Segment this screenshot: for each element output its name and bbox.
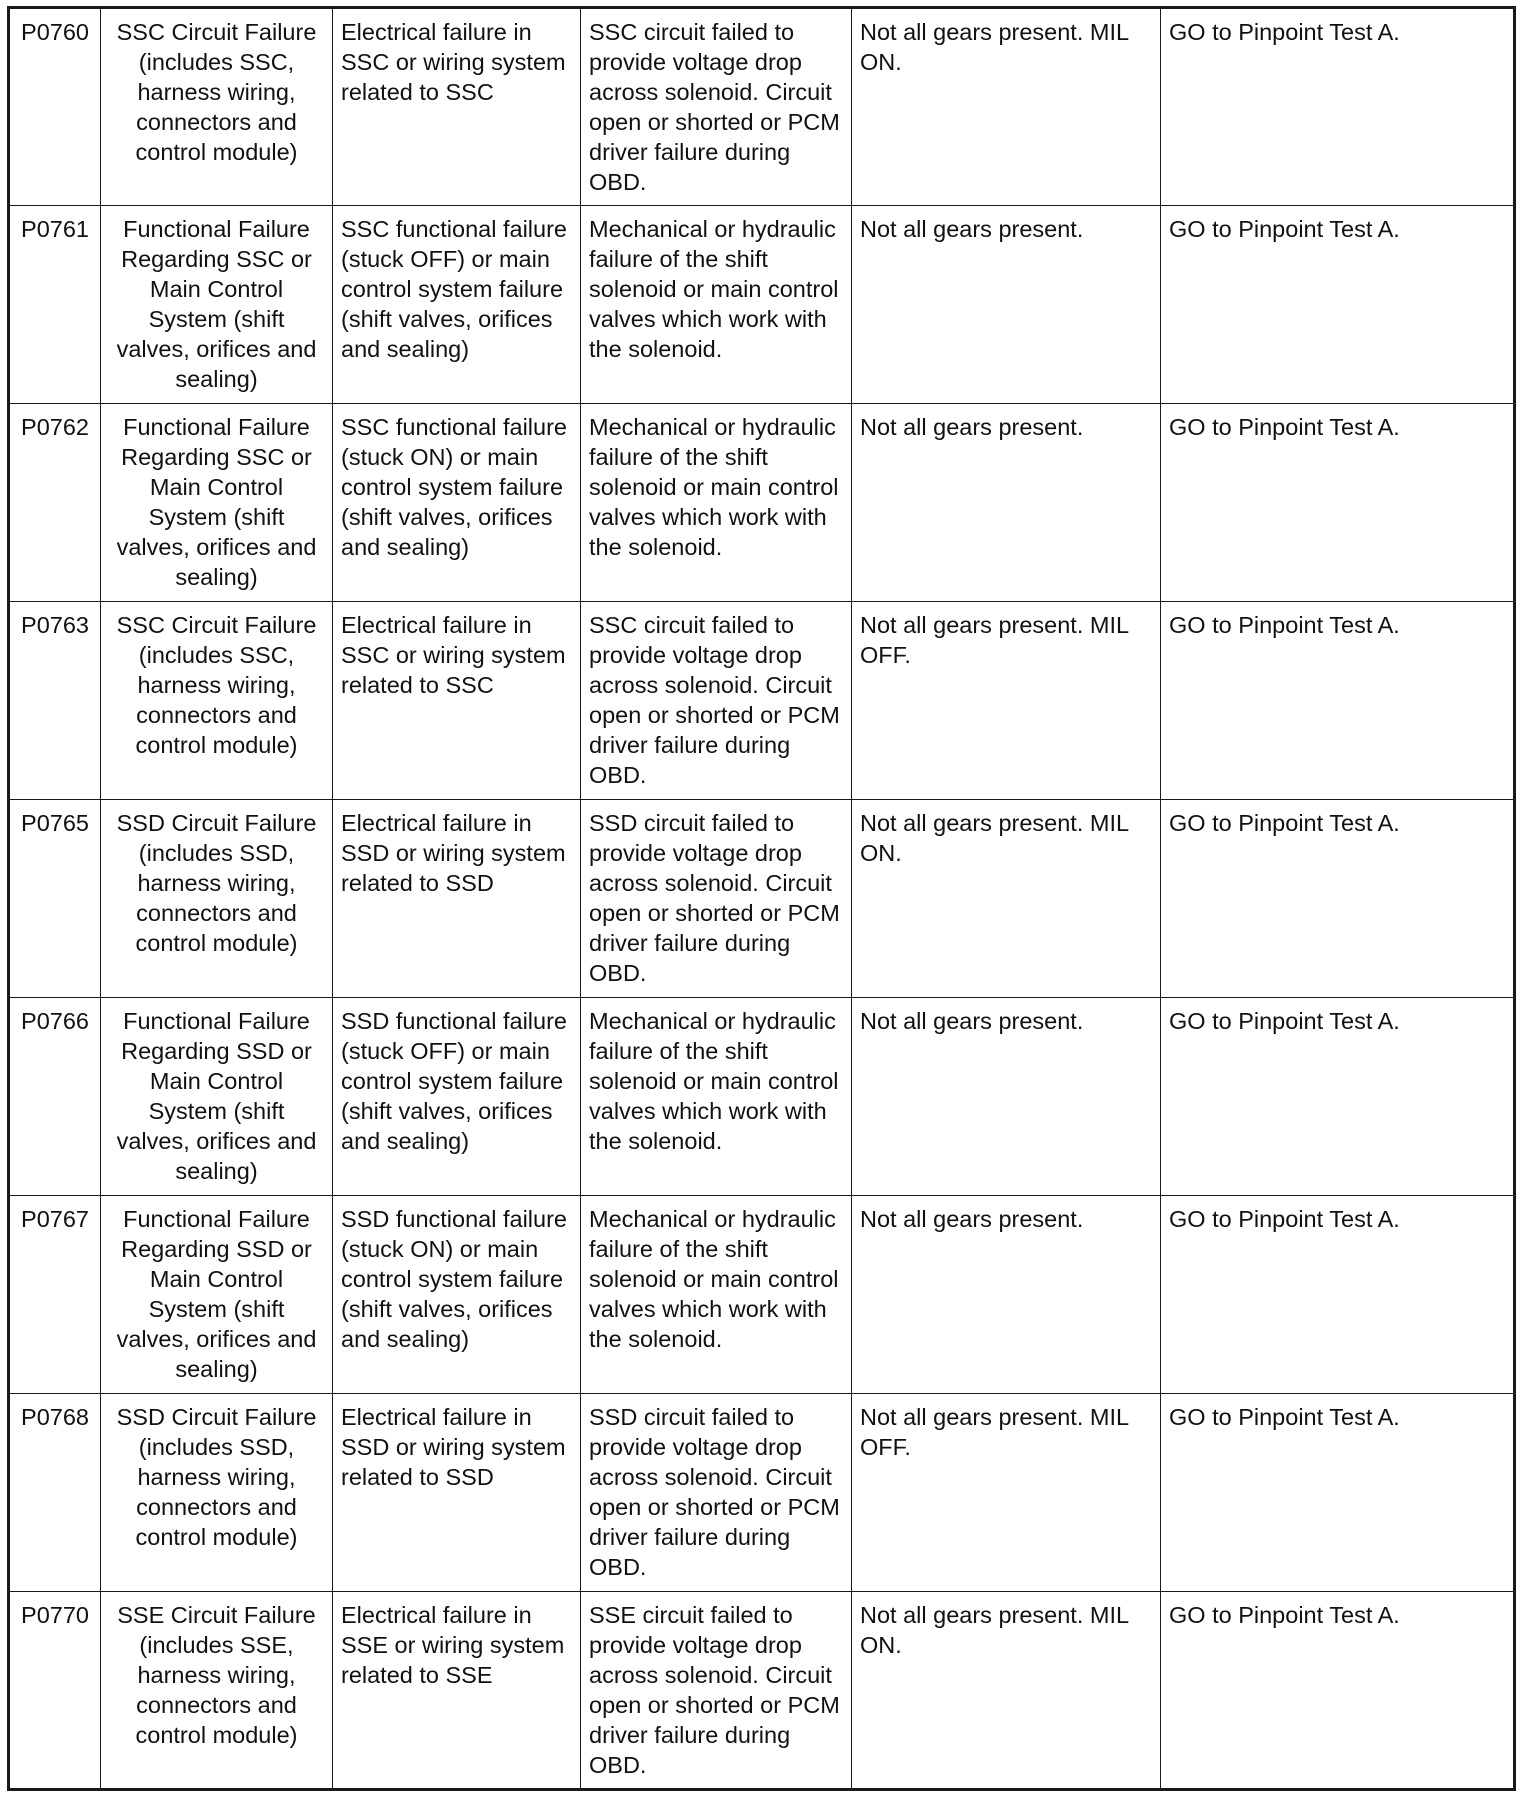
dtc-action: GO to Pinpoint Test A. bbox=[1161, 1394, 1515, 1592]
dtc-condition: SSD Circuit Failure (includes SSD, harness wiring, connectors and control module) bbox=[101, 1394, 333, 1592]
table-row bbox=[9, 602, 1515, 800]
dtc-action: GO to Pinpoint Test A. bbox=[1161, 602, 1515, 800]
table-row bbox=[9, 404, 1515, 602]
table-row bbox=[9, 998, 1515, 1196]
dtc-condition: Functional Failure Regarding SSC or Main Control System (shift valves, orifices and sealing) bbox=[101, 404, 333, 602]
dtc-condition: Functional Failure Regarding SSC or Main Control System (shift valves, orifices and sealing) bbox=[101, 206, 333, 404]
dtc-symptom: Not all gears present. MIL ON. bbox=[852, 1592, 1161, 1790]
dtc-cause: Mechanical or hydraulic failure of the shift solenoid or main control valves which work with the solenoid. bbox=[581, 1196, 852, 1394]
dtc-action: GO to Pinpoint Test A. bbox=[1161, 1196, 1515, 1394]
dtc-action: GO to Pinpoint Test A. bbox=[1161, 8, 1515, 206]
dtc-symptom: Not all gears present. MIL ON. bbox=[852, 8, 1161, 206]
dtc-cause: SSE circuit failed to provide voltage drop across solenoid. Circuit open or shorted or PCM driver failure during OBD. bbox=[581, 1592, 852, 1790]
dtc-symptom: Not all gears present. MIL ON. bbox=[852, 800, 1161, 998]
dtc-cause: SSC circuit failed to provide voltage drop across solenoid. Circuit open or shorted or PCM driver failure during OBD. bbox=[581, 602, 852, 800]
dtc-action: GO to Pinpoint Test A. bbox=[1161, 1592, 1515, 1790]
dtc-code: P0768 bbox=[9, 1394, 101, 1592]
dtc-symptom: Not all gears present. bbox=[852, 404, 1161, 602]
dtc-condition: Functional Failure Regarding SSD or Main Control System (shift valves, orifices and sealing) bbox=[101, 998, 333, 1196]
dtc-table-body bbox=[9, 8, 1515, 1790]
dtc-condition: SSE Circuit Failure (includes SSE, harness wiring, connectors and control module) bbox=[101, 1592, 333, 1790]
table-row bbox=[9, 206, 1515, 404]
table-row bbox=[9, 800, 1515, 998]
dtc-symptom: Not all gears present. bbox=[852, 998, 1161, 1196]
dtc-action: GO to Pinpoint Test A. bbox=[1161, 998, 1515, 1196]
dtc-action: GO to Pinpoint Test A. bbox=[1161, 404, 1515, 602]
dtc-code: P0760 bbox=[9, 8, 101, 206]
dtc-cause: Mechanical or hydraulic failure of the shift solenoid or main control valves which work with the solenoid. bbox=[581, 998, 852, 1196]
dtc-description: Electrical failure in SSC or wiring system related to SSC bbox=[333, 602, 581, 800]
dtc-description: SSC functional failure (stuck OFF) or main control system failure (shift valves, orifices and sealing) bbox=[333, 206, 581, 404]
dtc-cause: SSD circuit failed to provide voltage drop across solenoid. Circuit open or shorted or PCM driver failure during OBD. bbox=[581, 1394, 852, 1592]
dtc-symptom: Not all gears present. MIL OFF. bbox=[852, 1394, 1161, 1592]
dtc-cause: Mechanical or hydraulic failure of the shift solenoid or main control valves which work with the solenoid. bbox=[581, 206, 852, 404]
dtc-code: P0761 bbox=[9, 206, 101, 404]
dtc-code: P0770 bbox=[9, 1592, 101, 1790]
dtc-description: SSD functional failure (stuck ON) or main control system failure (shift valves, orifices and sealing) bbox=[333, 1196, 581, 1394]
table-row bbox=[9, 1394, 1515, 1592]
dtc-code: P0767 bbox=[9, 1196, 101, 1394]
dtc-condition: SSD Circuit Failure (includes SSD, harness wiring, connectors and control module) bbox=[101, 800, 333, 998]
table-row bbox=[9, 1196, 1515, 1394]
dtc-code: P0766 bbox=[9, 998, 101, 1196]
table-row bbox=[9, 8, 1515, 206]
dtc-action: GO to Pinpoint Test A. bbox=[1161, 206, 1515, 404]
dtc-code: P0765 bbox=[9, 800, 101, 998]
dtc-action: GO to Pinpoint Test A. bbox=[1161, 800, 1515, 998]
dtc-condition: Functional Failure Regarding SSD or Main Control System (shift valves, orifices and sealing) bbox=[101, 1196, 333, 1394]
table-row bbox=[9, 1592, 1515, 1790]
dtc-condition: SSC Circuit Failure (includes SSC, harness wiring, connectors and control module) bbox=[101, 8, 333, 206]
dtc-symptom: Not all gears present. MIL OFF. bbox=[852, 602, 1161, 800]
dtc-description: Electrical failure in SSD or wiring system related to SSD bbox=[333, 800, 581, 998]
dtc-description: SSC functional failure (stuck ON) or main control system failure (shift valves, orifices and sealing) bbox=[333, 404, 581, 602]
dtc-code: P0762 bbox=[9, 404, 101, 602]
dtc-description: Electrical failure in SSE or wiring system related to SSE bbox=[333, 1592, 581, 1790]
dtc-symptom: Not all gears present. bbox=[852, 1196, 1161, 1394]
dtc-description: Electrical failure in SSD or wiring system related to SSD bbox=[333, 1394, 581, 1592]
dtc-description: Electrical failure in SSC or wiring system related to SSC bbox=[333, 8, 581, 206]
dtc-condition: SSC Circuit Failure (includes SSC, harness wiring, connectors and control module) bbox=[101, 602, 333, 800]
dtc-description: SSD functional failure (stuck OFF) or main control system failure (shift valves, orifices and sealing) bbox=[333, 998, 581, 1196]
dtc-cause: SSD circuit failed to provide voltage drop across solenoid. Circuit open or shorted or PCM driver failure during OBD. bbox=[581, 800, 852, 998]
dtc-symptom: Not all gears present. bbox=[852, 206, 1161, 404]
dtc-cause: SSC circuit failed to provide voltage drop across solenoid. Circuit open or shorted or PCM driver failure during OBD. bbox=[581, 8, 852, 206]
dtc-table bbox=[7, 6, 1516, 1791]
dtc-code: P0763 bbox=[9, 602, 101, 800]
dtc-cause: Mechanical or hydraulic failure of the shift solenoid or main control valves which work with the solenoid. bbox=[581, 404, 852, 602]
